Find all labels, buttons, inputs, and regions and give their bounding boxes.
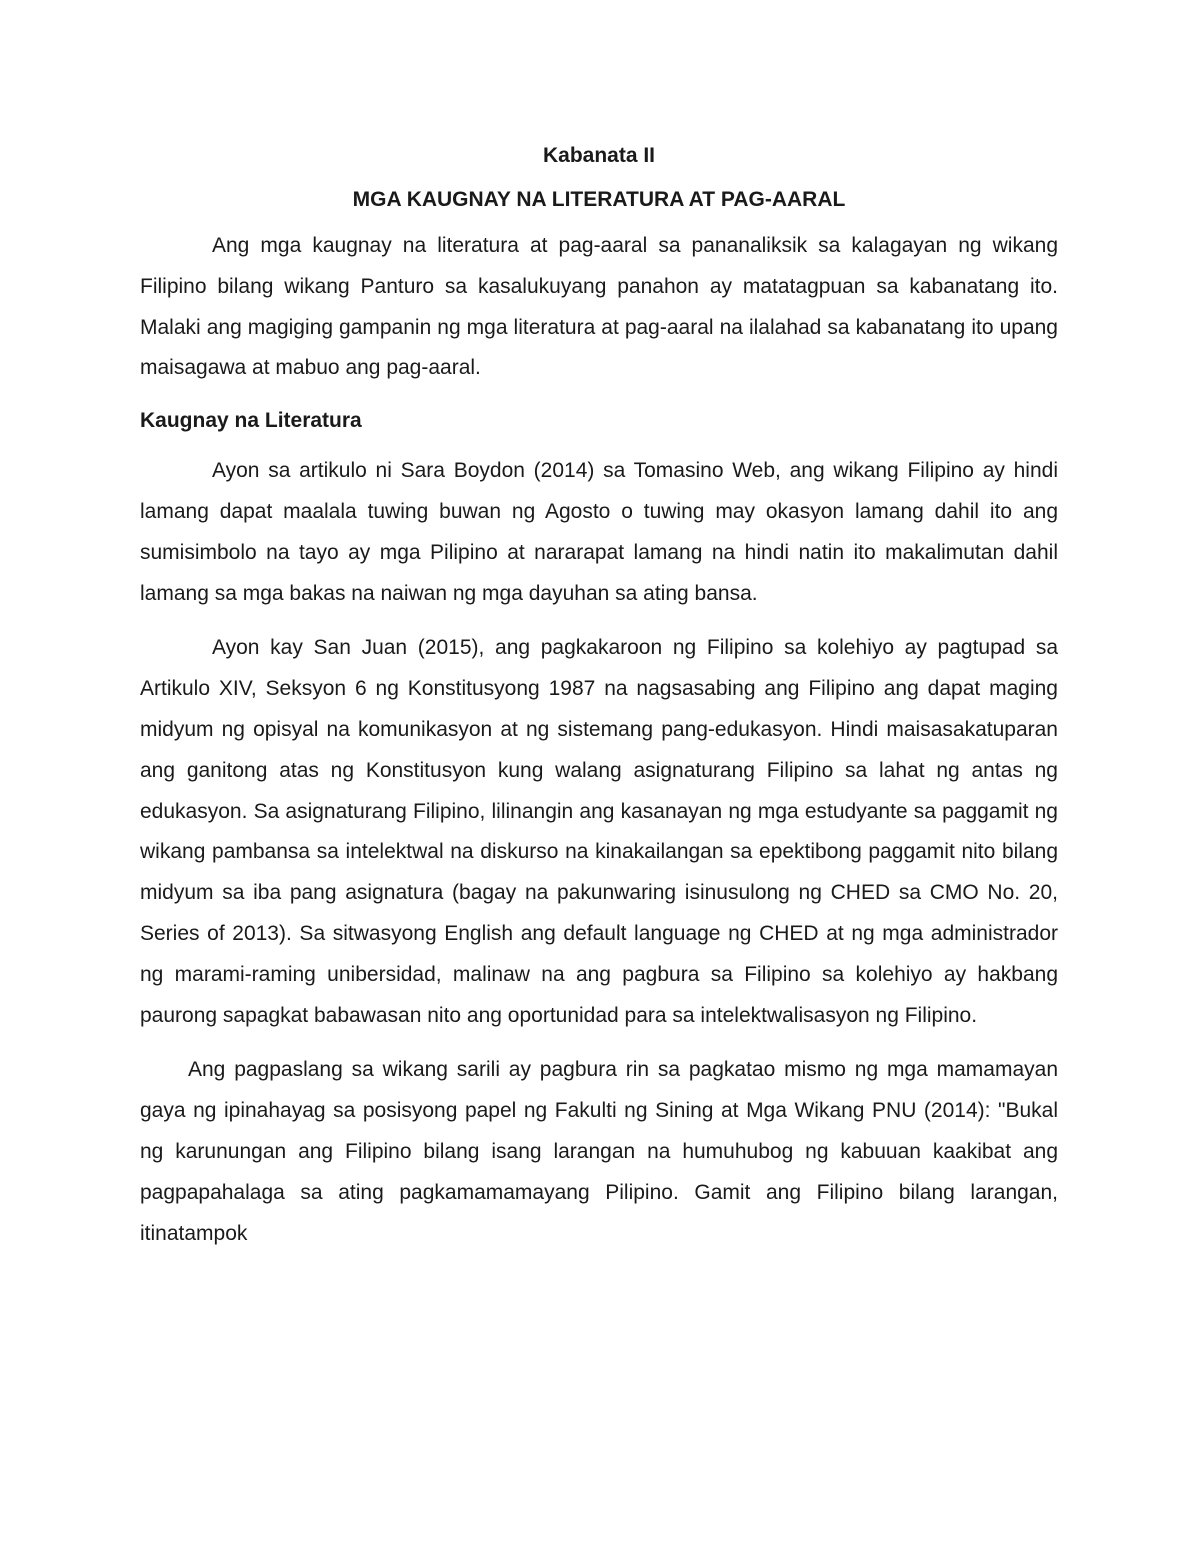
paragraph-pnu: Ang pagpaslang sa wikang sarili ay pagbura rin sa pagkatao mismo ng mga mamamayan gaya ng ipinahayag sa posisyong papel ng Fakulti ng Sining at Mga Wikang PNU (2014): "Bukal ng karunungan ang Filipino bilang isang larangan na humuhubog ng kabuuan kaakibat ang pagpapahalaga sa ating pagkamamamayang Pilipino. Gamit ang Filipino bilang larangan, itinatampok — [140, 1058, 1058, 1245]
section-heading: Kaugnay na Literatura — [140, 409, 362, 433]
chapter-title: MGA KAUGNAY NA LITERATURA AT PAG-AARAL — [352, 188, 846, 211]
paragraph-boydon: Ayon sa artikulo ni Sara Boydon (2014) sa Tomasino Web, ang wikang Filipino ay hindi lamang dapat maalala tuwing buwan ng Agosto o tuwing may okasyon lamang dahil ito ang sumisimbolo na tayo ay mga Pilipino at nararapat lamang na hindi natin ito makalimutan dahil lamang sa mga bakas na naiwan ng mga dayuhan sa ating bansa. — [140, 459, 1058, 605]
intro-paragraph: Ang mga kaugnay na literatura at pag-aaral sa pananaliksik sa kalagayan ng wikang Filipino bilang wikang Panturo sa kasalukuyang panahon ay matatagpuan sa kabanatang ito. Malaki ang magiging gampanin ng mga literatura at pag-aaral na ilalahad sa kabanatang ito upang maisagawa at mabuo ang pag-aaral. — [140, 234, 1058, 380]
paragraph-san-juan: Ayon kay San Juan (2015), ang pagkakaroon ng Filipino sa kolehiyo ay pagtupad sa Artikulo XIV, Seksyon 6 ng Konstitusyong 1987 na nagsasabing ang Filipino ang dapat maging midyum ng opisyal na komunikasyon at ng sistemang pang-edukasyon. Hindi maisasakatuparan ang ganitong atas ng Konstitusyon kung walang asignaturang Filipino sa lahat ng antas ng edukasyon. Sa asignaturang Filipino, lilinangin ang kasanayan ng mga estudyante sa paggamit ng wikang pambansa sa intelektwal na diskurso na kinakailangan sa epektibong paggamit nito bilang midyum sa iba pang asignatura (bagay na pakunwaring isinusulong ng CHED sa CMO No. 20, Series of 2013). Sa sitwasyong English ang default language ng CHED at ng mga administrador ng marami-raming unibersidad, malinaw na ang pagbura sa Filipino sa kolehiyo ay hakbang paurong sapagkat babawasan nito ang oportunidad para sa intelektwalisasyon ng Filipino. — [140, 636, 1058, 1027]
chapter-label: Kabanata II — [542, 144, 656, 167]
document-page — [140, 138, 1058, 1254]
